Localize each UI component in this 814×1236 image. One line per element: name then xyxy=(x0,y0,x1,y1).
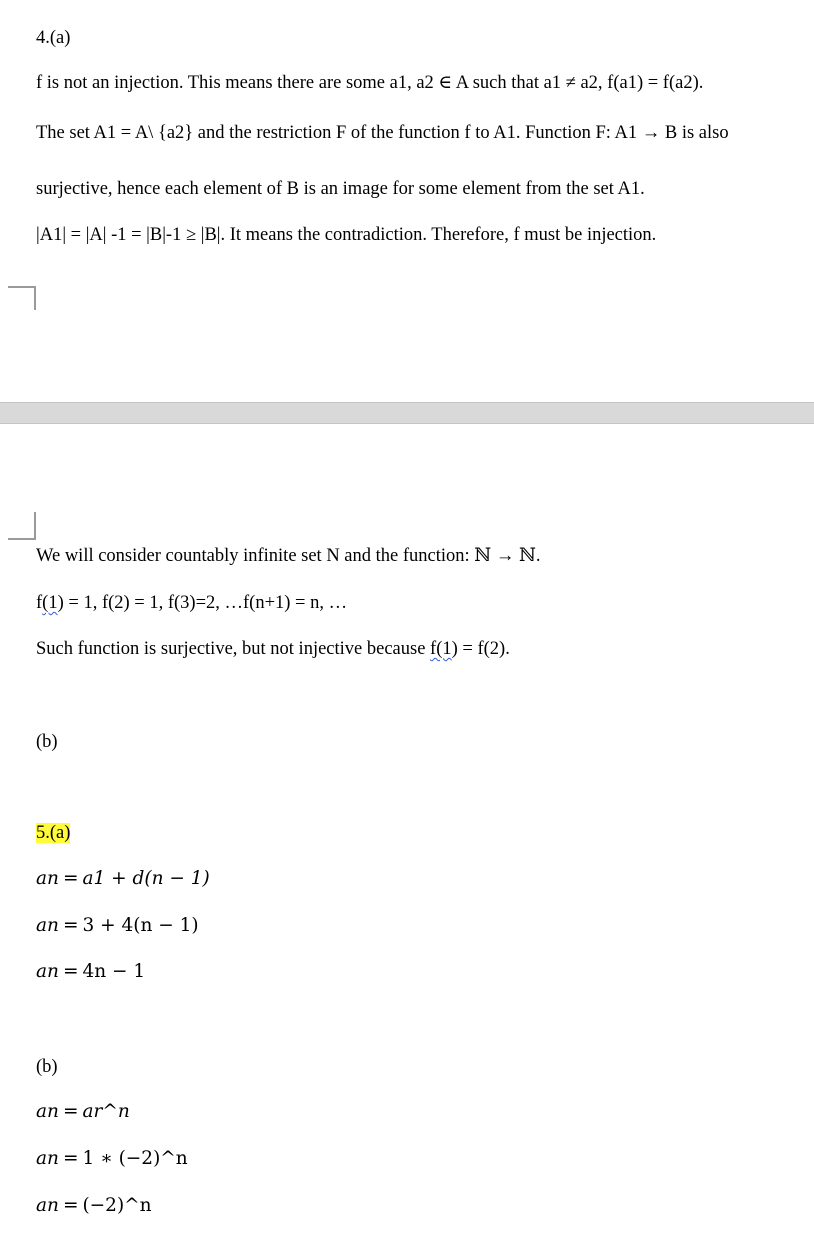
paragraph-line: f is not an injection. This means there are some a1, a2 ∈ A such that a1 ≠ a2, f(a1) = f(a2). xyxy=(36,73,704,93)
equation-lhs: an xyxy=(36,1148,59,1169)
paragraph-line: surjective, hence each element of B is an image for some element from the set A1. xyxy=(36,179,645,199)
equation-lhs: an xyxy=(36,868,59,889)
equation-lhs: an xyxy=(36,1195,59,1216)
equation: an = 1 ∗ (−2)^n xyxy=(36,1148,188,1169)
equation: an = 4n − 1 xyxy=(36,961,146,982)
equation-rhs: 1 ∗ (−2)^n xyxy=(82,1148,188,1169)
text-fragment: ) = 1, f(2) = 1, f(3)=2, …f(n+1) = n, … xyxy=(57,593,348,613)
function-definition-line xyxy=(36,592,347,614)
equation-lhs: an xyxy=(36,1101,59,1122)
spellcheck-underline: (1 xyxy=(42,593,58,613)
equation-rhs: 3 + 4(n − 1) xyxy=(82,915,199,936)
equation-rhs: 4n − 1 xyxy=(82,961,146,982)
document-page-1 xyxy=(0,0,814,402)
text-fragment: f xyxy=(36,593,43,613)
margin-corner-mark-bottom xyxy=(8,512,36,540)
equation: an = 3 + 4(n − 1) xyxy=(36,915,199,936)
question-4a-heading: 4.(a) xyxy=(36,28,71,48)
question-5b-heading: (b) xyxy=(36,1057,58,1077)
equation-lhs: an xyxy=(36,915,59,936)
page-break xyxy=(0,402,814,424)
paragraph-line: We will consider countably infinite set N and the function: ℕ → ℕ. xyxy=(36,546,541,566)
highlighted-heading: 5.(a) xyxy=(36,823,71,843)
paragraph-line: The set A1 = A\ {a2} and the restriction F of the function f to A1. Function F: A1 → B is also xyxy=(36,123,729,143)
equation: an = (−2)^n xyxy=(36,1195,152,1216)
spellcheck-underline: f(1 xyxy=(430,639,452,659)
margin-corner-mark-top xyxy=(8,286,36,310)
text-fragment: Such function is surjective, but not injective because xyxy=(36,639,431,659)
equation: an = a1 + d(n − 1) xyxy=(36,868,210,889)
paragraph-line xyxy=(36,638,510,660)
equation: an = ar^n xyxy=(36,1101,130,1122)
equation-rhs: ar^n xyxy=(82,1101,130,1122)
equation-rhs: a1 + d(n − 1) xyxy=(82,868,210,889)
text-fragment: ) = f(2). xyxy=(451,639,510,659)
equation-rhs: (−2)^n xyxy=(82,1195,152,1216)
paragraph-line: |A1| = |A| -1 = |B|-1 ≥ |B|. It means the contradiction. Therefore, f must be injection. xyxy=(36,225,657,245)
question-5a-heading xyxy=(36,822,70,844)
equation-lhs: an xyxy=(36,961,59,982)
question-4b-heading: (b) xyxy=(36,732,58,752)
